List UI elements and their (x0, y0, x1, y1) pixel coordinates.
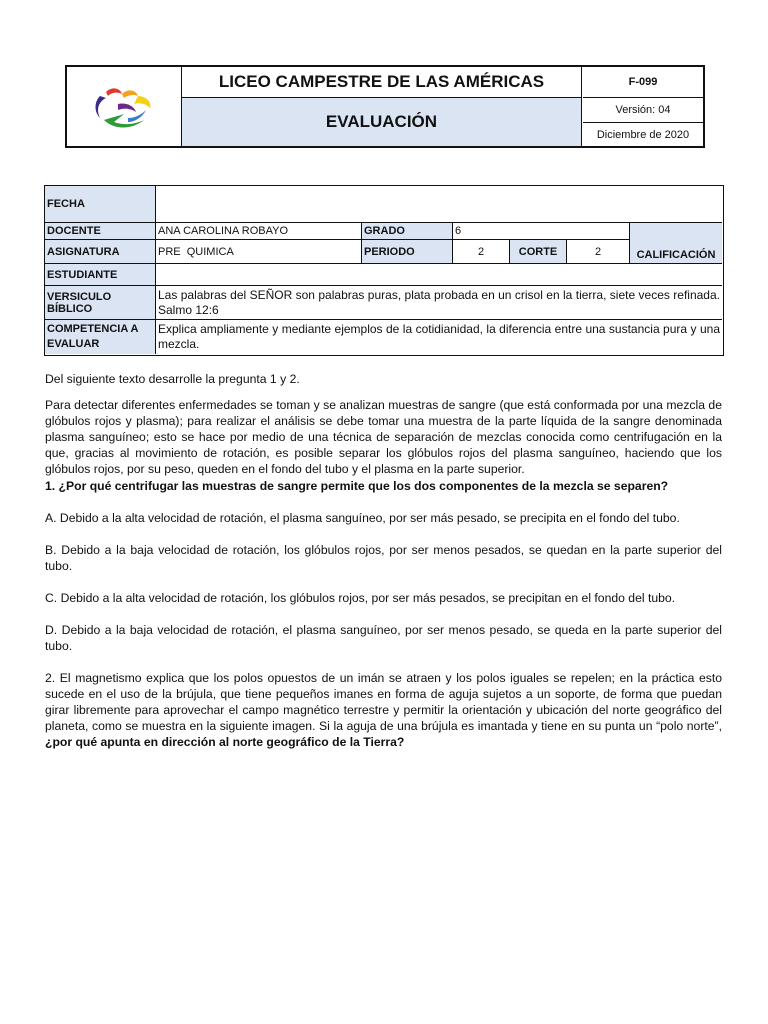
student-info-table (44, 185, 724, 356)
grado-label: GRADO (362, 223, 452, 239)
option-c[interactable]: C. Debido a la alta velocidad de rotación, los glóbulos rojos, por ser más pesados, se precipitan en el fondo del tubo. (45, 591, 676, 605)
estudiante-label: ESTUDIANTE (45, 264, 155, 285)
corte-label: CORTE (510, 240, 566, 263)
intro-text: Del siguiente texto desarrolle la pregunta 1 y 2. (45, 372, 300, 386)
document-code: F-099 (583, 67, 703, 98)
docente-value: ANA CAROLINA ROBAYO (158, 225, 289, 237)
school-logo (67, 67, 182, 146)
school-name: LICEO CAMPESTRE DE LAS AMÉRICAS (182, 67, 582, 98)
option-a[interactable]: A. Debido a la alta velocidad de rotación, el plasma sanguíneo, por ser más pesado, se precipita en el fondo del tubo. (45, 511, 680, 525)
competencia-label (45, 320, 155, 354)
passage-text: Para detectar diferentes enfermedades se toman y se analizan muestras de sangre (que está conformada por una mezcla de glóbulos rojos y plasma); para realizar el análisis se debe tomar una muestra de la parte líquida de la sangre denominada plasma sanguíneo; esto se hace por medio de una técnica de separación de mezclas conocida como centrifugación en la que, gracias al movimiento de rotación, es posible separar los glóbulos rojos del plasma sanguíneo, haciendo que los glóbulos rojos, por su peso, queden en el fondo del tubo y el plasma en la parte superior. (45, 398, 722, 476)
question-1: 1. ¿Por qué centrifugar las muestras de sangre permite que los dos componentes de la mezcla se separen? (45, 479, 669, 493)
docente-label: DOCENTE (45, 223, 155, 239)
asignatura-label: ASIGNATURA (45, 240, 155, 263)
estudiante-field[interactable] (156, 264, 722, 285)
grado-value: 6 (455, 225, 462, 237)
option-b[interactable]: B. Debido a la baja velocidad de rotación, los glóbulos rojos, por ser menos pesados, se quedan en la parte superior del tubo. (45, 543, 722, 573)
document-type: EVALUACIÓN (182, 98, 582, 146)
fecha-label: FECHA (45, 186, 155, 222)
asignatura-value: PRE QUIMICA (158, 245, 234, 258)
question-2-text: 2. El magnetismo explica que los polos opuestos de un imán se atraen y los polos iguales se repelen; en la práctica esto sucede en el uso de la brújula, que tiene pequeños imanes en forma de aguja sujetos a un soporte, de forma que puedan girar libremente para aprovechar el campo magnético terrestre y permitir la orientación y ubicación del norte geográfico del planeta, como se muestra en la siguiente imagen. Si la aguja de una brújula es imantada y tiene en su punta un “polo norte”, (45, 671, 722, 733)
corte-value: 2 (594, 245, 602, 258)
periodo-value: 2 (477, 245, 485, 258)
periodo-label: PERIODO (362, 240, 452, 263)
option-d[interactable]: D. Debido a la baja velocidad de rotación, el plasma sanguíneo, por ser menos pesado, se queda en la parte superior del tubo. (45, 623, 722, 653)
document-version: Versión: 04 (583, 98, 703, 123)
competencia-value: Explica ampliamente y mediante ejemplos de la cotidianidad, la diferencia entre una sustancia pura y una mezcla. (158, 322, 720, 351)
versiculo-value: Las palabras del SEÑOR son palabras puras, plata probada en un crisol en la tierra, siete veces refinada. Salmo 12:6 (158, 288, 720, 317)
competencia-label-line2: EVALUAR (47, 338, 100, 350)
document-date: Diciembre de 2020 (596, 128, 690, 141)
calificacion-label: CALIFICACIÓN (630, 223, 722, 263)
competencia-label-line1: COMPETENCIA A (47, 323, 139, 335)
document-header (65, 65, 705, 148)
question-2-question: ¿por qué apunta en dirección al norte geográfico de la Tierra? (45, 735, 405, 749)
question-2 (45, 670, 722, 750)
dove-logo-icon (88, 78, 160, 136)
versiculo-label: VERSICULO BÍBLICO (45, 286, 155, 319)
fecha-field[interactable] (156, 186, 722, 222)
